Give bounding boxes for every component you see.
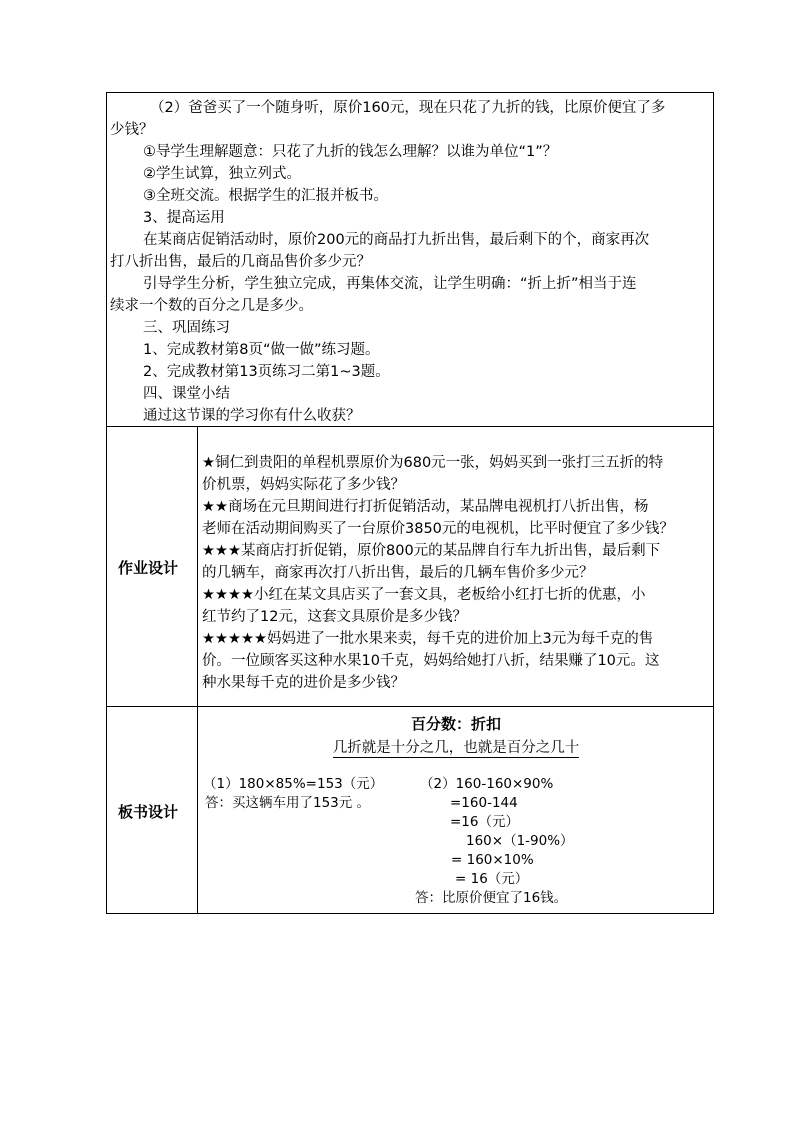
board-subtitle-text: 几折就是十分之几，也就是百分之几十 bbox=[332, 740, 580, 756]
board-subtitle bbox=[198, 736, 714, 757]
homework-line: 的几辆车，商家再次打八折出售，最后的几辆车售价多少元？ bbox=[202, 565, 594, 581]
calc-line: 答：比原价便宜了16钱。 bbox=[415, 890, 568, 906]
lesson-line: ②学生试算，独立列式。 bbox=[143, 166, 301, 182]
calc-line: =16（元） bbox=[450, 814, 519, 830]
homework-line: ★★★★小红在某文具店买了一套文具，老板给小红打七折的优惠，小 bbox=[202, 587, 646, 603]
homework-line: 红节约了12元，这套文具原价是多少钱？ bbox=[202, 609, 467, 625]
homework-line: ★铜仁到贵阳的单程机票原价为680元一张，妈妈买到一张打三五折的特 bbox=[202, 455, 664, 471]
lesson-line: 在某商店促销活动时，原价200元的商品打九折出售，最后剩下的个，商家再次 bbox=[143, 232, 650, 248]
column-divider bbox=[197, 426, 198, 914]
calc-line: = 16（元） bbox=[455, 871, 529, 887]
lesson-line: ①导学生理解题意：只花了九折的钱怎么理解？以谁为单位“1”？ bbox=[143, 144, 558, 160]
lesson-line: 四、课堂小结 bbox=[143, 386, 230, 402]
calc-line: （1）180×85%=153（元） bbox=[203, 776, 384, 792]
homework-line: 老师在活动期间购买了一台原价3850元的电视机，比平时便宜了多少钱？ bbox=[202, 521, 674, 537]
lesson-line: 通过这节课的学习你有什么收获？ bbox=[143, 408, 361, 424]
board-label: 板书设计 bbox=[118, 803, 179, 821]
lesson-line: 1、完成教材第8页“做一做”练习题。 bbox=[143, 342, 380, 358]
calc-line: = 160×10% bbox=[451, 852, 534, 868]
homework-line: ★★★★★妈妈进了一批水果来卖，每千克的进价加上3元为每千克的售 bbox=[202, 631, 654, 647]
calc-line: 160×（1-90%） bbox=[466, 833, 574, 849]
lesson-line: 3、提高运用 bbox=[143, 210, 225, 226]
lesson-line: （2）爸爸买了一个随身听，原价160元，现在只花了九折的钱，比原价便宜了多 bbox=[150, 100, 666, 116]
lesson-line: 2、完成教材第13页练习二第1~3题。 bbox=[143, 364, 390, 380]
homework-line: ★★★某商店打折促销，原价800元的某品牌自行车九折出售，最后剩下 bbox=[202, 543, 661, 559]
lesson-line: 少钱？ bbox=[110, 122, 154, 138]
homework-line: 种水果每千克的进价是多少钱？ bbox=[202, 675, 405, 691]
homework-line: ★★商场在元旦期间进行打折促销活动，某品牌电视机打八折出售，杨 bbox=[202, 499, 649, 515]
homework-line: 价机票，妈妈实际花了多少钱？ bbox=[202, 477, 405, 493]
homework-label: 作业设计 bbox=[118, 559, 179, 577]
lesson-line: 三、巩固练习 bbox=[143, 320, 230, 336]
calc-line: =160-144 bbox=[450, 795, 518, 811]
lesson-line: ③全班交流。根据学生的汇报并板书。 bbox=[143, 188, 388, 204]
calc-line: （2）160-160×90% bbox=[420, 776, 554, 792]
board-title: 百分数：折扣 bbox=[410, 715, 501, 733]
homework-line: 价。一位顾客买这种水果10千克，妈妈给她打八折，结果赚了10元。这 bbox=[202, 653, 660, 669]
calc-line: 答：买这辆车用了153元 。 bbox=[205, 795, 371, 811]
lesson-line: 引导学生分析，学生独立完成，再集体交流，让学生明确：“折上折”相当于连 bbox=[143, 276, 637, 292]
lesson-line: 打八折出售，最后的几商品售价多少元？ bbox=[110, 254, 371, 270]
lesson-line: 续求一个数的百分之几是多少。 bbox=[110, 298, 313, 314]
